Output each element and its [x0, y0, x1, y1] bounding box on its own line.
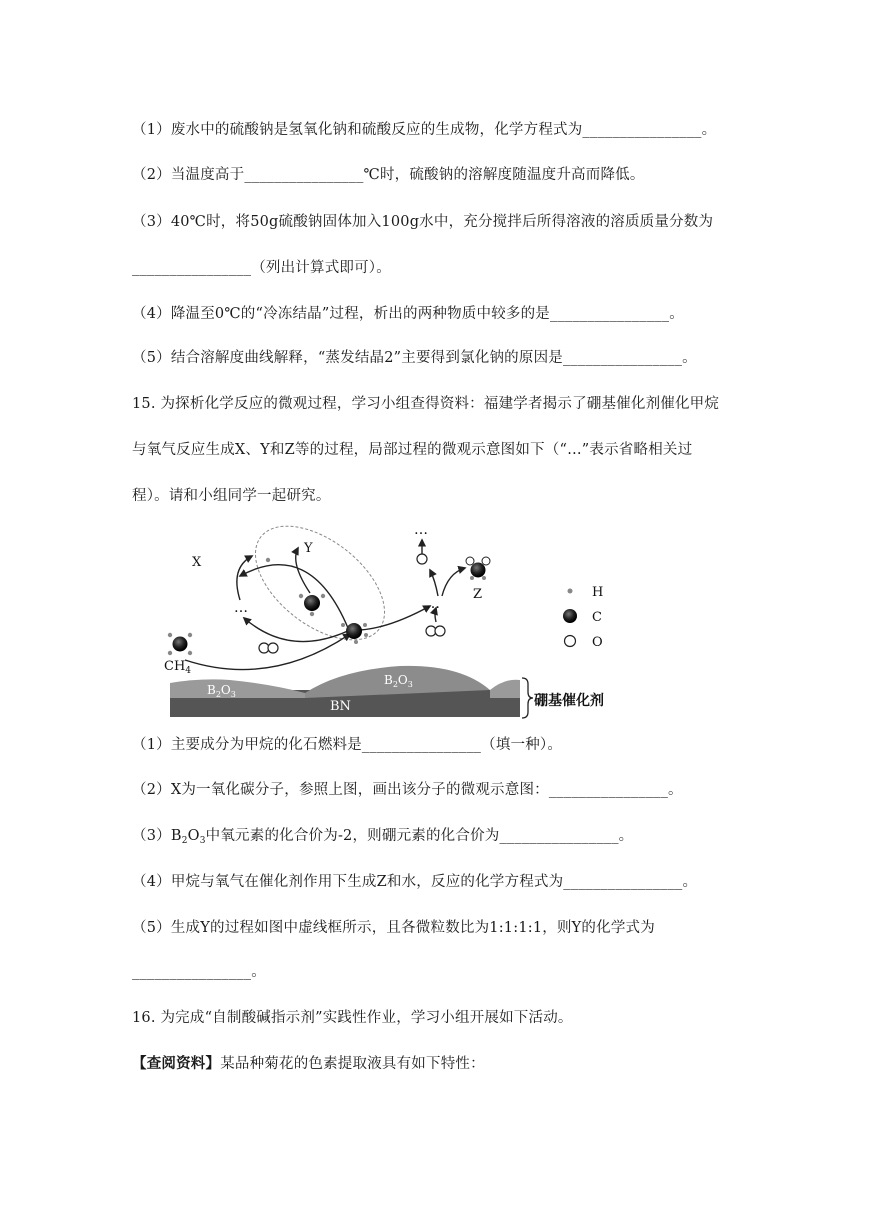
q15-part-3-mid: O [187, 828, 200, 844]
label-ch4: $CH_4$ [164, 659, 192, 676]
q14-part-5: （5）结合溶解度曲线解释，“蒸发结晶2”主要得到氯化钠的原因是________________。 [132, 350, 697, 366]
catalyst-label: 硼基催化剂 [534, 693, 604, 709]
label-x: X [192, 555, 202, 570]
z-molecule [466, 557, 490, 580]
q14-part-3-cont: ________________（列出计算式即可）。 [132, 260, 391, 276]
q15-part-5: （5）生成Y的过程如图中虚线框所示，且各微粒数比为1:1:1:1，则Y的化学式为 [132, 920, 655, 936]
bn-label: BN [330, 699, 351, 714]
o2-right [426, 626, 445, 636]
ch4-molecule [168, 633, 192, 655]
q15-stem-3: 程）。请和小组同学一起研究。 [132, 488, 331, 504]
legend [563, 585, 603, 650]
q14-part-4: （4）降温至0℃的“冷冻结晶”过程，析出的两种物质中较多的是________________。 [132, 306, 684, 322]
q15-part-3-pre: （3）B [132, 828, 182, 844]
q15-part-5-cont: ________________。 [132, 964, 266, 980]
q15-stem-1: 15. 为探析化学反应的微观过程，学习小组查得资料：福建学者揭示了硼基催化剂催化甲烷 [132, 396, 720, 412]
label-z: Z [473, 587, 483, 602]
arrow-c-arc-to-x [240, 565, 348, 628]
arrow-dots-to-o [430, 570, 438, 596]
svg-text:O: O [592, 635, 603, 650]
dots-top: … [414, 522, 428, 538]
o2-left [259, 643, 278, 653]
q15-part-3-sub2: 3 [199, 836, 206, 846]
q15-part-3-sub1: 2 [181, 836, 188, 846]
b2o3-right-label: $B_2O_3$ [384, 673, 413, 689]
q15-stem-2: 与氧气反应生成X、Y和Z等的过程，局部过程的微观示意图如下（“…”表示省略相关过 [132, 442, 693, 458]
svg-text:H: H [592, 585, 604, 600]
q15-part-4: （4）甲烷与氧气在催化剂作用下生成Z和水，反应的化学方程式为________________。 [132, 874, 698, 890]
c-on-surface [341, 623, 368, 644]
arrow-c-up-to-y [269, 562, 348, 629]
q15-part-3-post: 中氧元素的化合价为-2，则硼元素的化合价为________________。 [205, 828, 634, 844]
q15-part-1: （1）主要成分为甲烷的化石燃料是________________（填一种）。 [132, 737, 563, 753]
dots-right: … [426, 596, 440, 612]
ch3-molecule [299, 594, 325, 616]
arrow-dots-to-x [237, 556, 252, 600]
q16-material [132, 1052, 485, 1073]
label-y: Y [304, 541, 313, 556]
arrow-dots-to-z [442, 568, 465, 596]
o-atom-top [417, 554, 427, 564]
reaction-figure [160, 518, 630, 728]
brace [522, 678, 533, 718]
arrow-c-to-dots-left [244, 618, 350, 642]
q16-material-title: 【查阅资料】 [132, 1055, 221, 1072]
svg-text:C: C [592, 610, 602, 625]
q14-part-3: （3）40℃时，将50g硫酸钠固体加入100g水中，充分搅拌后所得溶液的溶质质量分数为 [132, 214, 714, 230]
q15-part-3 [132, 824, 633, 846]
q16-material-text: 某品种菊花的色素提取液具有如下特性： [220, 1056, 485, 1072]
b2o3-left-label: $B_2O_3$ [207, 683, 236, 699]
arrow-x-loop [245, 570, 345, 626]
q14-part-1: （1）废水中的硫酸钠是氢氧化钠和硫酸反应的生成物，化学方程式为________________。 [132, 122, 717, 138]
q15-part-2: （2）X为一氧化碳分子，参照上图，画出该分子的微观示意图：________________。 [132, 782, 683, 798]
q14-part-2: （2）当温度高于________________℃时，硫酸钠的溶解度随温度升高而降低。 [132, 167, 645, 183]
q16-stem: 16. 为完成“自制酸碱指示剂”实践性作业，学习小组开展如下活动。 [132, 1010, 573, 1026]
dots-left: … [234, 600, 248, 616]
y-h-atom [266, 558, 270, 562]
arrow-c-to-dots-right [360, 606, 430, 630]
